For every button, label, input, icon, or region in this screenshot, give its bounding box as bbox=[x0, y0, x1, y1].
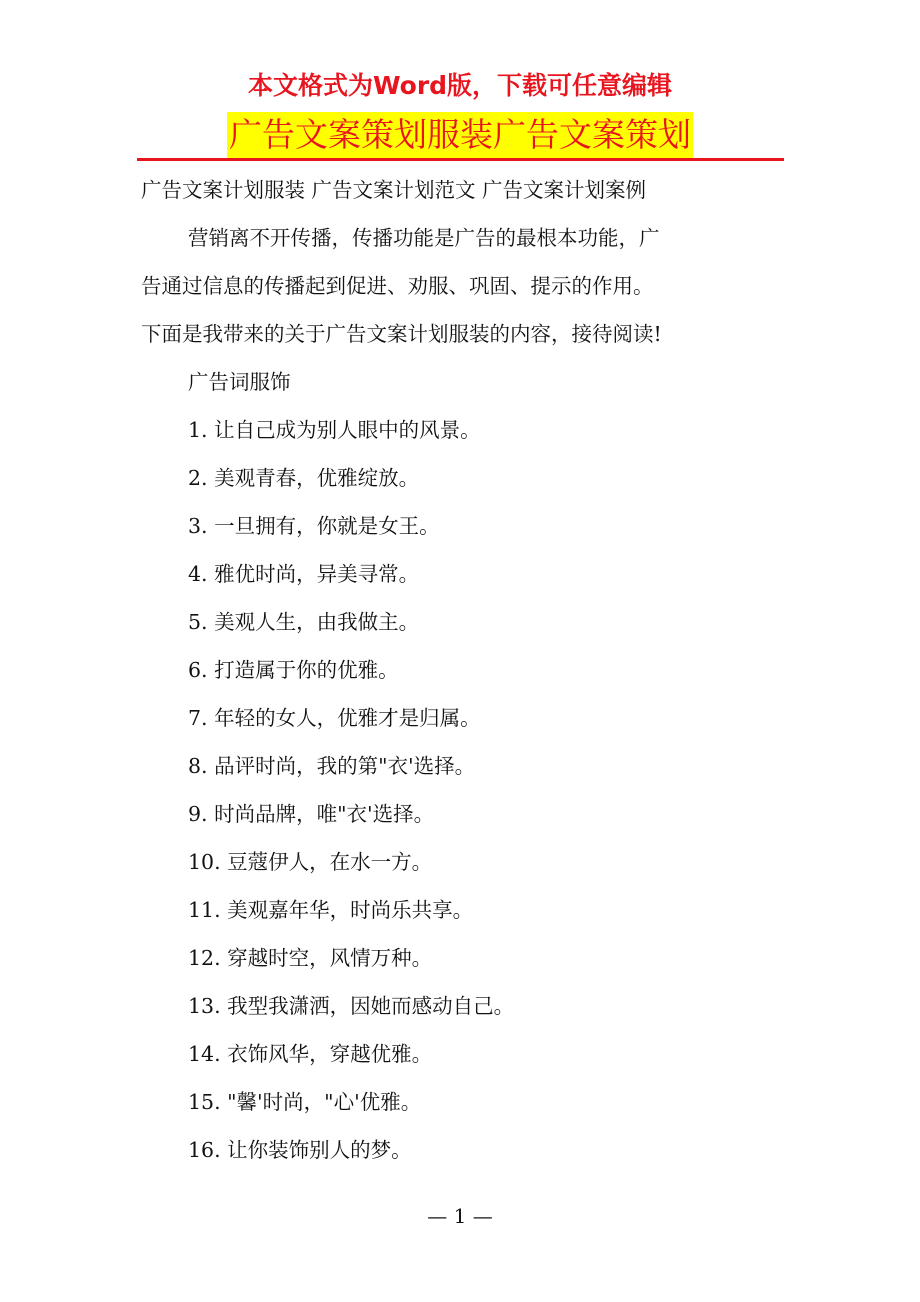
section-heading: 广告词服饰 bbox=[188, 370, 291, 394]
list-item: 14. 衣饰风华，穿越优雅。 bbox=[188, 1042, 433, 1066]
list-item: 8. 品评时尚，我的第"衣'选择。 bbox=[188, 754, 476, 778]
list-item: 16. 让你装饰别人的梦。 bbox=[188, 1138, 412, 1162]
page-number: — 1 — bbox=[427, 1204, 493, 1228]
list-item: 7. 年轻的女人，优雅才是归属。 bbox=[188, 706, 481, 730]
download-banner: 本文格式为Word版，下载可任意编辑 bbox=[247, 71, 673, 100]
list-item: 13. 我型我潇洒，因她而感动自己。 bbox=[188, 994, 515, 1018]
document-body bbox=[141, 166, 761, 1174]
list-item: 4. 雅优时尚，异美寻常。 bbox=[188, 562, 420, 586]
keywords-line: 广告文案计划服装 广告文案计划范文 广告文案计划案例 bbox=[141, 178, 647, 202]
list-item: 3. 一旦拥有，你就是女王。 bbox=[188, 514, 440, 538]
list-item: 1. 让自己成为别人眼中的风景。 bbox=[188, 418, 481, 442]
list-item: 5. 美观人生，由我做主。 bbox=[188, 610, 420, 634]
intro-line-1: 营销离不开传播，传播功能是广告的最根本功能，广 bbox=[188, 226, 660, 250]
list-item: 9. 时尚品牌，唯"衣'选择。 bbox=[188, 802, 435, 826]
intro-line-3: 下面是我带来的关于广告文案计划服装的内容，接待阅读! bbox=[141, 322, 662, 346]
list-item: 12. 穿越时空，风情万种。 bbox=[188, 946, 433, 970]
list-item: 15. "馨'时尚，"心'优雅。 bbox=[188, 1090, 422, 1114]
list-item: 6. 打造属于你的优雅。 bbox=[188, 658, 399, 682]
document-title: 广告文案策划服装广告文案策划 bbox=[227, 112, 693, 158]
intro-line-2: 告通过信息的传播起到促进、劝服、巩固、提示的作用。 bbox=[141, 274, 654, 298]
title-divider bbox=[137, 158, 784, 161]
list-item: 2. 美观青春，优雅绽放。 bbox=[188, 466, 420, 490]
list-item: 10. 豆蔻伊人，在水一方。 bbox=[188, 850, 433, 874]
list-item: 11. 美观嘉年华，时尚乐共享。 bbox=[188, 898, 474, 922]
title-wrapper bbox=[0, 112, 920, 158]
